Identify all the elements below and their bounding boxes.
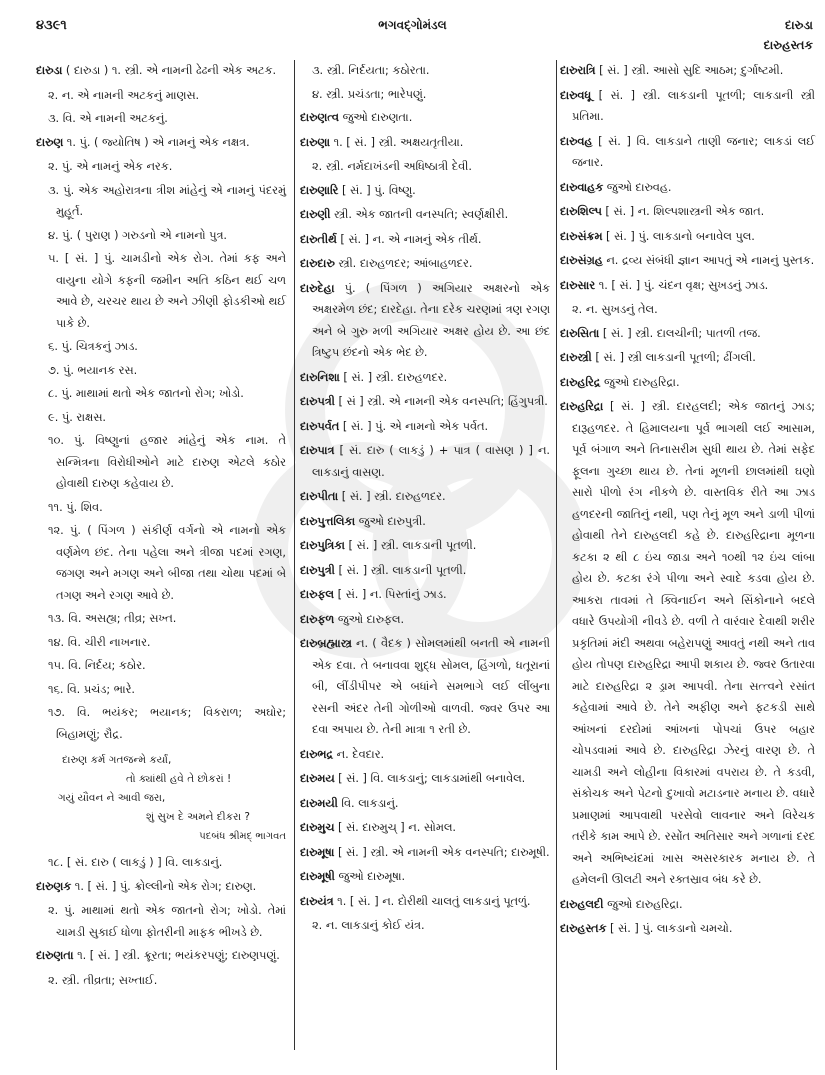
- headword: દારુમય: [300, 772, 335, 785]
- headword: દારુવાહક: [560, 180, 604, 194]
- sense-definition: ૩. પું. એક અહોરાત્રના ત્રીશ માંહેનું એ નામનું પંદરમું મુહૂર્ત.: [48, 183, 286, 218]
- definition-text: ( દારુડા ) ૧. સ્ત્રી. એ નામની ઢેઢની એક અટક.: [62, 64, 277, 77]
- dictionary-entry: [560, 347, 815, 369]
- definition-text: ન. દેવદાર.: [333, 747, 385, 761]
- dictionary-entry: [560, 323, 815, 345]
- poem-line: તો ક્યાંથી હવે તે છોકરાં !: [126, 773, 232, 785]
- dictionary-entry: [300, 278, 550, 364]
- headword: દારુણત્વ: [300, 111, 339, 124]
- dictionary-entry: [300, 842, 550, 864]
- dictionary-entry: [560, 894, 815, 916]
- book-title: ભગવદ્ગોમંડલ: [378, 18, 447, 32]
- poem-quotation: [36, 751, 286, 846]
- headword: દારુસાર: [560, 278, 596, 292]
- dictionary-entry: [300, 416, 550, 438]
- headword: દારુપાત્ર: [300, 444, 335, 457]
- definition-text: [ સં. ] પું. લાકડાનો ચમચો.: [606, 922, 733, 935]
- definition-text: [ સં. ] સ્ત્રી. દારુહળદર.: [339, 370, 448, 384]
- headword: દારુતીર્થ: [300, 232, 337, 246]
- poem-line: દારુણ કર્મ ગતજન્મે કર્યાં,: [62, 754, 172, 766]
- sense-definition: ૧૦. પું. વિષ્ણુનાં હજાર માંહેનું એક નામ. તે સન્મિત્રના વિરોધીઓને માટે દારુણ એટલે કઠોર હોવાથી દારુણ કહેવાય છે.: [48, 434, 286, 490]
- definition-text: જુઓ દારુહરિદ્રા.: [600, 375, 680, 389]
- dictionary-entry: [300, 768, 550, 790]
- dictionary-entry: [300, 440, 550, 483]
- poem-line: શું સુખ દે અમને દીકરા ?: [146, 811, 250, 823]
- definition-text: [ સં. ] ન. શિલ્પશાસ્ત્રની એક જાત.: [601, 205, 765, 218]
- headword: દારુસંક્રમ: [560, 229, 603, 243]
- headword: દારુમૂષા: [300, 845, 335, 859]
- dictionary-entry: [300, 633, 550, 741]
- dictionary-entry: [300, 367, 550, 389]
- headword: દારુયંત્ર: [300, 894, 334, 908]
- sense-definition: ૧૭. વિ. ભયંકર; ભયાનક; વિકરાળ; અઘોર; બિહામણું; રૌદ્ર.: [48, 706, 286, 741]
- headword: દારુસંગ્રહ: [560, 254, 603, 267]
- dictionary-column-1: [36, 60, 286, 993]
- headword: દારુદારુ: [300, 257, 335, 270]
- headword: દારુડા: [36, 64, 63, 77]
- definition-text: [ સં. ] સ્ત્રી. લાકડાની પૂતળી.: [344, 539, 477, 552]
- dictionary-column-2: [300, 60, 550, 939]
- dictionary-entry: [300, 511, 550, 533]
- definition-text: જુઓ દારુપુત્રી.: [355, 514, 426, 528]
- definition-text: પું. ( પિંગળ ) અગિયાર અક્ષરનો એક અક્ષરમેળ છંદ; દારદેહા. તેના દરેક ચરણમાં ત્રણ રગણ અને બે ગુરુ મળી અગિયાર અક્ષર હોય છે. આ છંદ ત્રિષ્ટુપ છંદનો એક ભેદ છે.: [312, 281, 550, 359]
- sense-definition: ૮. પું. માથામાં થતો એક જાતનો રોગ; ખોડો.: [48, 387, 244, 400]
- definition-text: [ સં ] સ્ત્રી. એ નામની એક વનસ્પતિ; હિંગુપત્રી.: [334, 395, 548, 408]
- headword: દારુપુત્રિકા: [300, 539, 345, 552]
- definition-text: [ સં. ] સ્ત્રી. એ નામની એક વનસ્પતિ; દારુમૂષી.: [334, 845, 550, 859]
- definition-text: ૧. [ સં. ] પું. ચંદન વૃક્ષ; સુખડનું ઝાડ.: [595, 278, 769, 292]
- definition-text: [ સં. ] સ્ત્રી. આસો સુદિ આઠમ; દુર્ગાષ્ટમી.: [595, 64, 784, 77]
- dictionary-entry: [300, 204, 550, 226]
- definition-text: [ સં. ] ન. એ નામનું એક તીર્થ.: [336, 232, 482, 246]
- definition-text: ન. ( વૈદક ) સોમલમાંથી બનતી એ નામની એક દવા. તે બનાવવા શુદ્ધ સોમલ, હિંગળો, ધતૂરાનાં બી, લીંડીપીપર એ બધાંને સમભાગે લઈ લીંબુના રસની અંદર તેની ગોળીઓ વાળવી. જ્વર ઉપર આ દવા અપાય છે. તેની માત્રા ૧ રતી છે.: [312, 637, 550, 736]
- headword: દારુણા: [300, 135, 330, 149]
- definition-text: જુઓ દારુવહ.: [603, 180, 672, 194]
- definition-text: [ સં. ] પું. વિષ્ણુ.: [338, 183, 416, 197]
- definition-text: [ સં. ] પું. લાકડાનો બનાવેલ પુલ.: [602, 229, 755, 243]
- column-divider: [294, 60, 295, 1050]
- definition-text: [ સં. ] વિ. લાકડાને તાણી જનાર; લાકડાં લઈ જનાર.: [572, 134, 815, 169]
- dictionary-entry: [300, 817, 550, 839]
- dictionary-entry: [300, 560, 550, 582]
- headword: દારુસિતા: [560, 326, 600, 340]
- dictionary-entry: [560, 372, 815, 394]
- definition-text: [ સં. ] સ્ત્રી. દારહલદી; એક જાતનું ઝાડ; દારૂહળદર. તે હિમાલયના પૂર્વ ભાગથી લઈ આસામ, પૂર્વ બંગાળ અને તિનાસરીમ સુધી થાય છે. તેમાં સફેદ ફૂલના ગુચ્છા થાય છે. તેનાં મૂળની છાલમાંથી ઘણો સારો પીળો રંગ નીકળે છે. વાસ્તવિક રીતે આ ઝાડ હળદરની જાતિનું નથી, પણ તેનું મૂળ અને ડાળી પીળાં હોવાથી તેને દારુહલદી કહે છે. દારુહરિદ્રાના મૂળના કટકા ૨ થી ૮ ઇંચ જાડા અને ૧૦થી ૧૨ ઇંચ લાંબા હોય છે. કટકા રંગે પીળા અને સ્વાદે કડવા હોય છે. આકરા તાવમાં તે ક્વિનાઈન અને સિંકોનાને બદલે વધારે ઉપયોગી નીવડે છે. વળી તે વારંવાર દેવાથી શરીર પ્રકૃતિમાં મંદી અથવા બહેરાપણું આવતું નથી અને તાવ હોય તોપણ દારુહરિદ્રા આપી શકાય છે. જ્વર ઉતારવા માટે દારુહરિદ્રા ૨ ડ્રામ આપવી. તેના સત્ત્વને રસાંત કહેવામાં આવે છે. તેને અફીણ અને ફટકડી સાથે આંખનાં દરદોમાં આંખનાં પોપચાં ઉપર બહાર ચોપડવામાં આવે છે. દારુહરિદ્રા ઝેરનું વારણ છે. તે ચામડી અને લોહીના વિકારમાં વપરાય છે. તે કડવી, સંકોચક અને પેટનો દુખાવો મટાડનાર મનાય છે. વધારે પ્રમાણમાં આપવાથી પરસેવો લાવનાર અને વિરેચક તરીકે કામ આપે છે. રસોંત અતિસાર અને ગળાનાં દરદ અને અભિષ્યંદમાં ખાસ અસરકારક મનાય છે. તે હમેલની ઊલટી અને રક્તસ્રાવ બંધ કરે છે.: [572, 400, 815, 886]
- headword: દારુદેહા: [300, 281, 335, 295]
- sense-definition: ૧૩. વિ. અસહ્ય; તીવ્ર; સખ્ત.: [48, 612, 177, 625]
- sense-definition: ૭. પું. ભયાનક રસ.: [48, 363, 138, 377]
- sense-definition: ૧૫. વિ. નિર્દય; કઠોર.: [48, 659, 146, 672]
- dictionary-entry: [300, 486, 550, 508]
- headword: દારુનિશા: [300, 370, 340, 384]
- definition-text: [ સં. ] ન. પિસ્તાંનું ઝાડ.: [333, 588, 447, 601]
- headword: દારુહસ્તક: [560, 922, 607, 935]
- dictionary-entry: [300, 744, 550, 766]
- dictionary-entry: [300, 891, 550, 913]
- headword: દારુમુચ: [300, 821, 335, 834]
- sense-definition: ૨. સ્ત્રી. તીવ્રતા; સખ્તાઈ.: [48, 973, 158, 987]
- headword: દારુશિલ્પ: [560, 205, 602, 218]
- page-number: ૪૩૯૧: [36, 18, 67, 33]
- dictionary-entry: [560, 250, 815, 272]
- column-divider: [556, 60, 557, 1070]
- definition-text: સ્ત્રી. એક જાતની વનસ્પતિ; સ્વર્ણક્ષીરી.: [330, 208, 509, 221]
- sense-definition: ૧૨. પું. ( પિંગળ ) સંકીર્ણ વર્ગનો એ નામનો એક વર્ણમેળ છંદ. તેના પહેલા અને ત્રીજા પદમાં રગણ, જગણ અને મગણ અને બીજા તથા ચોથા પદમાં બે તગણ અને રગણ આવે છે.: [48, 524, 286, 602]
- poem-source: પદબંધ શ્રીમદ્ ભાગવત: [199, 831, 286, 842]
- definition-text: [ સં. ] સ્ત્રી. દાલચીની; પાતળી તજ.: [599, 326, 761, 340]
- page-header: [0, 0, 825, 52]
- dictionary-entry: [560, 177, 815, 199]
- definition-text: [ સં. ] વિ. લાકડાનું; લાકડામાંથી બનાવેલ.: [334, 772, 526, 785]
- definition-text: [ સં. ] સ્ત્રી. લાકડાની પૂતળી; લાકડાની સ્ત્રી પ્રતિમા.: [572, 88, 815, 123]
- headword: દારુસ્ત્રી: [560, 351, 592, 364]
- definition-text: [ સં. ] સ્ત્રી લાકડાની પૂતળી; ઢીંગલી.: [591, 351, 756, 364]
- dictionary-column-3: [560, 60, 815, 943]
- headword: દારુરાત્રિ: [560, 64, 596, 77]
- headword: દારુફળ: [300, 612, 335, 626]
- definition-text: [ સં. ] સ્ત્રી. લાકડાની પૂતળી.: [334, 563, 467, 577]
- headword: દારુણક: [36, 879, 72, 893]
- headword: દારુપીતા: [300, 490, 339, 503]
- dictionary-entry: [560, 201, 815, 223]
- dictionary-entry: [300, 229, 550, 251]
- definition-text: જુઓ દારુહરિદ્રા.: [603, 897, 683, 911]
- sense-definition: ૧૬. વિ. પ્રચંડ; ભારે.: [48, 682, 136, 696]
- definition-text: [ સં. ] સ્ત્રી. દારુહળદર.: [338, 490, 446, 503]
- definition-text: જુઓ દારુફલ.: [334, 612, 405, 626]
- dictionary-entry: [300, 866, 550, 888]
- headword: દારુભદ્ર: [300, 747, 334, 761]
- sense-definition: ૨. ન. લાકડાનું કોઈ યંત્ર.: [312, 919, 425, 932]
- dictionary-entry: [300, 253, 550, 275]
- headword: દારુણી: [300, 208, 331, 221]
- dictionary-entry: [560, 275, 815, 297]
- sense-definition: ૪. પું. ( પુરાણ ) ગરુડનો એ નામનો પુત્ર.: [48, 228, 228, 242]
- headword: દારુવધૂ: [560, 88, 592, 102]
- headword: દારુમયી: [300, 796, 338, 810]
- headword: દારુણ: [36, 135, 64, 149]
- guide-word-last: દારુહસ્તક: [763, 38, 813, 52]
- dictionary-entry: [560, 918, 815, 940]
- dictionary-entry: [36, 60, 286, 82]
- sense-definition: ૨. પું. એ નામનું એક નરક.: [48, 160, 173, 173]
- definition-text: ન. દ્રવ્ય સંબંધી જ્ઞાન આપતું એ નામનું પુસ્તક.: [602, 254, 815, 267]
- headword: દારુહલદી: [560, 897, 604, 911]
- sense-definition: ૨. ન. સુખડનું તેલ.: [572, 303, 658, 316]
- headword: દારુપર્વત: [300, 419, 340, 433]
- dictionary-entry: [300, 391, 550, 413]
- dictionary-entry: [300, 132, 550, 154]
- headword: દારુણારિ: [300, 183, 339, 197]
- headword: દારુહરિદ્ર: [560, 375, 601, 389]
- sense-definition: ૯. પું. રાક્ષસ.: [48, 410, 106, 424]
- definition-text: વિ. લાકડાનું.: [337, 796, 399, 810]
- dictionary-entry: [300, 180, 550, 202]
- sense-definition: ૩. વિ. એ નામની અટકનું.: [48, 112, 168, 125]
- dictionary-entry: [560, 131, 815, 174]
- definition-text: ૧. [ સં. ] સ્ત્રી. ક્રૂરતા; ભયંકરપણું; દારુણપણું.: [73, 949, 280, 962]
- headword: દારુપત્રી: [300, 395, 335, 408]
- headword: દારુબ્રહ્માસ્ત્ર: [300, 637, 352, 650]
- definition-text: જુઓ દારુણતા.: [338, 111, 413, 124]
- sense-definition: ૩. સ્ત્રી. નિર્દયતા; કઠોરતા.: [312, 64, 430, 77]
- sense-definition: ૨. પું. માથામાં થતો એક જાતનો રોગ; ખોડો. તેમાં ચામડી સુકાઈ ધોળા ફોતરીની માફક ભીખડે છે.: [48, 904, 286, 939]
- headword: દારુહરિદ્રા: [560, 400, 604, 413]
- headword: દારુફલ: [300, 588, 334, 601]
- dictionary-entry: [300, 107, 550, 129]
- definition-text: ૧. પું. ( જ્યોતિષ ) એ નામનું એક નક્ષત્ર.: [63, 135, 250, 149]
- poem-line: ગયું યૌવન ને આવી જરા,: [58, 792, 166, 804]
- definition-text: [ સં. દારુમુચ્ ] ન. સોમલ.: [334, 821, 456, 834]
- sense-definition: ૪. સ્ત્રી. પ્રચંડતા; ભારેપણું.: [312, 87, 427, 101]
- definition-text: [ સં. ] પું. એ નામનો એક પર્વત.: [339, 419, 489, 433]
- guide-word-first: દારુડા: [785, 18, 813, 32]
- sense-definition: ૫. [ સં. ] પું. ચામડીનો એક રોગ. તેમાં કફ અને વાયુના યોગે કફની જમીન અતિ કઠિન થઈ ચળ આવે છે, ચરચર થાય છે અને ઝીણી ફોડકીઓ થઈ પાકે છે.: [48, 252, 286, 330]
- dictionary-entry: [300, 609, 550, 631]
- sense-definition: ૨. ન. એ નામની અટકનું માણસ.: [48, 88, 200, 102]
- dictionary-entry: [36, 945, 286, 967]
- headword: દારુપુત્રી: [300, 563, 335, 577]
- dictionary-entry: [560, 60, 815, 82]
- sense-definition: ૬. પું. ચિત્રકનું ઝાડ.: [48, 340, 138, 353]
- headword: દારુવહ: [560, 134, 593, 148]
- headword: દારુપુત્તલિકા: [300, 514, 356, 528]
- sense-definition: ૧૮. [ સં. દારુ ( લાકડું ) ] વિ. લાકડાનું.: [48, 856, 223, 869]
- definition-text: જુઓ દારુમૂષા.: [334, 870, 406, 883]
- dictionary-entry: [560, 85, 815, 128]
- dictionary-entry: [560, 396, 815, 891]
- dictionary-entry: [300, 793, 550, 815]
- dictionary-entry: [36, 876, 286, 898]
- dictionary-entry: [300, 584, 550, 606]
- definition-text: ૧. [ સં. ] પું. ક્રોલ્લીનો એક રોગ; દારુણ.: [71, 879, 257, 893]
- headword: દારુમૂષી: [300, 870, 335, 883]
- headword: દારુણતા: [36, 949, 74, 962]
- definition-text: ૧. [ સં. ] ન. દોરીથી ચાલતું લાકડાનું પૂતળું.: [333, 894, 531, 908]
- sense-definition: ૨. સ્ત્રી. નર્મદાખંડની અધિષ્ઠાત્રી દેવી.: [312, 160, 472, 173]
- sense-definition: ૧૪. વિ. ચીરી નાખનાર.: [48, 635, 151, 649]
- dictionary-entry: [300, 535, 550, 557]
- sense-definition: ૧૧. પું. શિવ.: [48, 500, 103, 514]
- definition-text: [ સં. દારુ ( લાકડું ) + પાત્ર ( વાસણ ) ] ન. લાકડાનું વાસણ.: [312, 444, 550, 479]
- definition-text: સ્ત્રી. દારુહળદર; આંબાહળદર.: [334, 257, 473, 270]
- definition-text: ૧. [ સં. ] સ્ત્રી. અક્ષયતૃતીયા.: [329, 135, 464, 149]
- dictionary-entry: [36, 132, 286, 154]
- dictionary-entry: [560, 226, 815, 248]
